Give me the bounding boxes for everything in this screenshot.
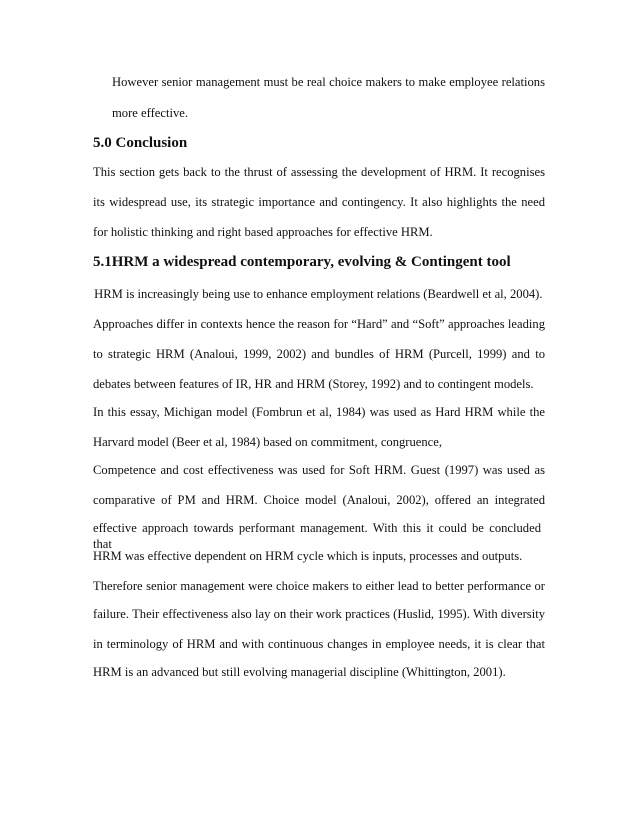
section-heading-hrm-tool: 5.1HRM a widespread contemporary, evolving & Contingent tool (93, 254, 511, 270)
conclusion-line-1: This section gets back to the thrust of assessing the development of HRM. It recognises (93, 165, 545, 179)
hrm-line-11: Therefore senior management were choice makers to either lead to better performance or (93, 579, 545, 593)
hrm-line-10: HRM was effective dependent on HRM cycle which is inputs, processes and outputs. (93, 549, 523, 563)
intro-line-2: more effective. (112, 106, 188, 120)
hrm-line-14: HRM is an advanced but still evolving managerial discipline (Whittington, 2001). (93, 665, 506, 679)
section-heading-conclusion: 5.0 Conclusion (93, 135, 188, 151)
hrm-line-8: comparative of PM and HRM. Choice model (Analoui, 2002), offered an integrated (93, 493, 545, 507)
hrm-line-5: In this essay, Michigan model (Fombrun et al, 1984) was used as Hard HRM while the (93, 405, 545, 419)
hrm-line-12: failure. Their effectiveness also lay on their work practices (Huslid, 1995). With diversity (93, 607, 545, 621)
conclusion-line-2: its widespread use, its strategic importance and contingency. It also highlights the need (93, 195, 545, 209)
hrm-line-3: to strategic HRM (Analoui, 1999, 2002) and bundles of HRM (Purcell, 1999) and to (93, 347, 545, 361)
intro-line-1: However senior management must be real choice makers to make employee relations (112, 75, 545, 89)
hrm-line-6: Harvard model (Beer et al, 1984) based on commitment, congruence, (93, 435, 443, 449)
hrm-line-1: HRM is increasingly being use to enhance employment relations (Beardwell et al, 2004). (91, 287, 543, 301)
hrm-line-7: Competence and cost effectiveness was used for Soft HRM. Guest (1997) was used as (93, 463, 545, 477)
hrm-line-13: in terminology of HRM and with continuous changes in employee needs, it is clear that (93, 637, 545, 651)
hrm-line-9: effective approach towards performant management. With this it could be concluded that (93, 521, 541, 551)
hrm-line-4: debates between features of IR, HR and HRM (Storey, 1992) and to contingent models. (93, 377, 534, 391)
conclusion-line-3: for holistic thinking and right based approaches for effective HRM. (93, 225, 433, 239)
hrm-line-2: Approaches differ in contexts hence the reason for “Hard” and “Soft” approaches leading (93, 317, 545, 331)
